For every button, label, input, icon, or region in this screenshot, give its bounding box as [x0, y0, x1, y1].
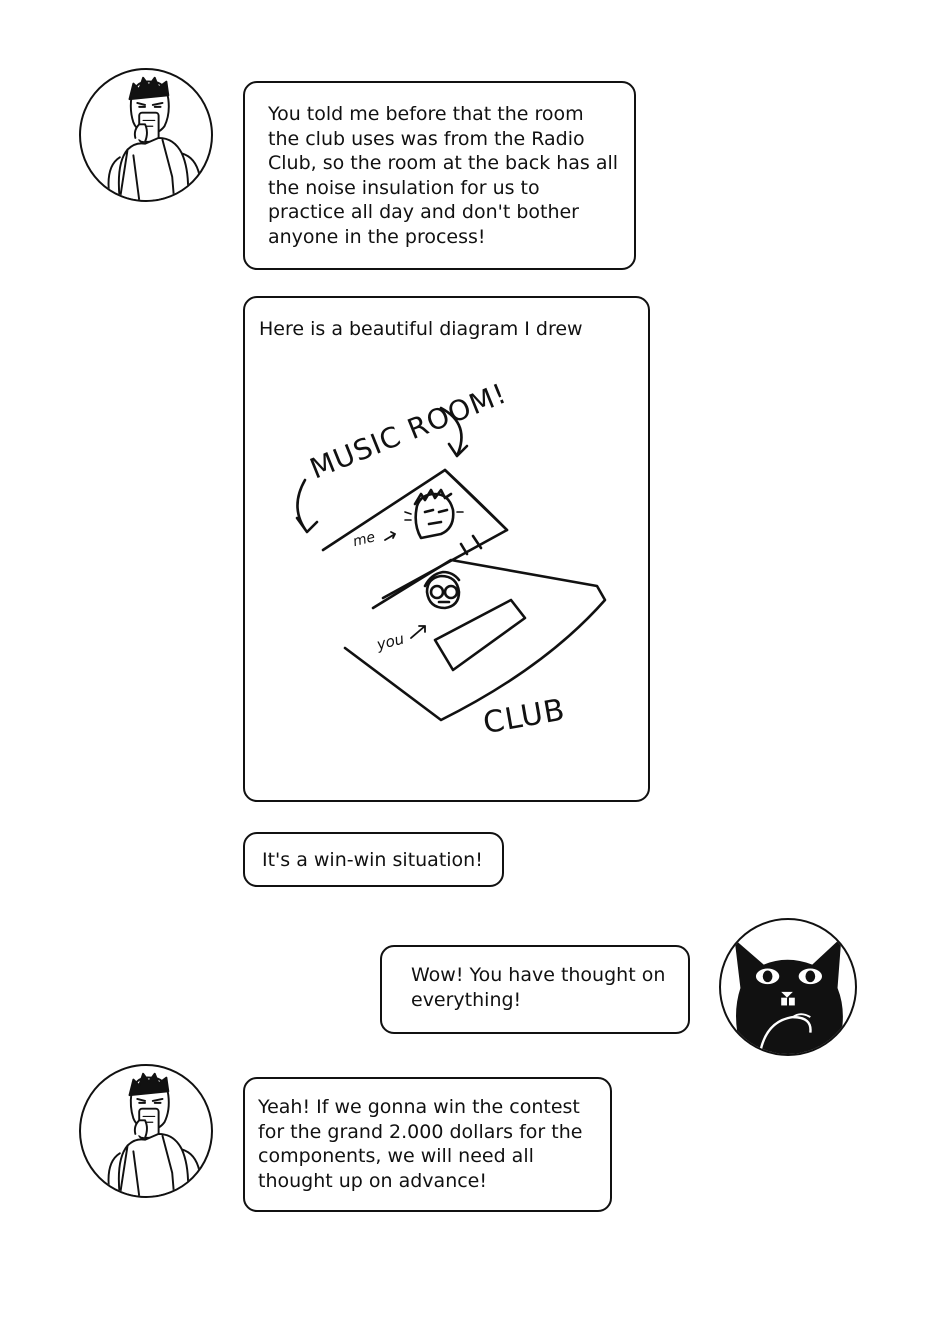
cat-avatar — [719, 918, 857, 1056]
message-text-4: Wow! You have thought on everything! — [411, 964, 666, 1011]
message-text-2: Here is a beautiful diagram I drew — [259, 318, 583, 340]
message-bubble-5 — [243, 1077, 612, 1212]
boy-avatar — [79, 68, 213, 202]
hand-drawn-diagram — [245, 298, 647, 799]
message-text-5: Yeah! If we gonna win the contest for the grand 2.000 dollars for the components, we will need all thought up on advance! — [258, 1096, 583, 1192]
message-bubble-4 — [380, 945, 690, 1034]
music-room-label: MUSIC ROOM! — [305, 376, 512, 486]
you-label: you — [374, 629, 406, 654]
message-text-3: It's a win-win situation! — [262, 849, 483, 871]
message-bubble-1 — [243, 81, 636, 270]
club-label: CLUB — [480, 692, 569, 742]
boy-with-phone-icon — [81, 1066, 211, 1196]
arrow-left-icon — [297, 480, 317, 532]
black-cat-icon — [721, 920, 855, 1054]
message-text-1: You told me before that the room the club uses was from the Radio Club, so the room at the back has all the noise insulation for us to practice all day and don't bother anyone in the process! — [268, 103, 619, 248]
me-label: me — [351, 529, 377, 551]
boy-avatar — [79, 1064, 213, 1198]
message-bubble-3 — [243, 832, 504, 887]
message-bubble-2 — [243, 296, 650, 802]
me-face-icon — [416, 494, 454, 538]
table-rectangle — [435, 600, 525, 670]
boy-with-phone-icon — [81, 70, 211, 200]
